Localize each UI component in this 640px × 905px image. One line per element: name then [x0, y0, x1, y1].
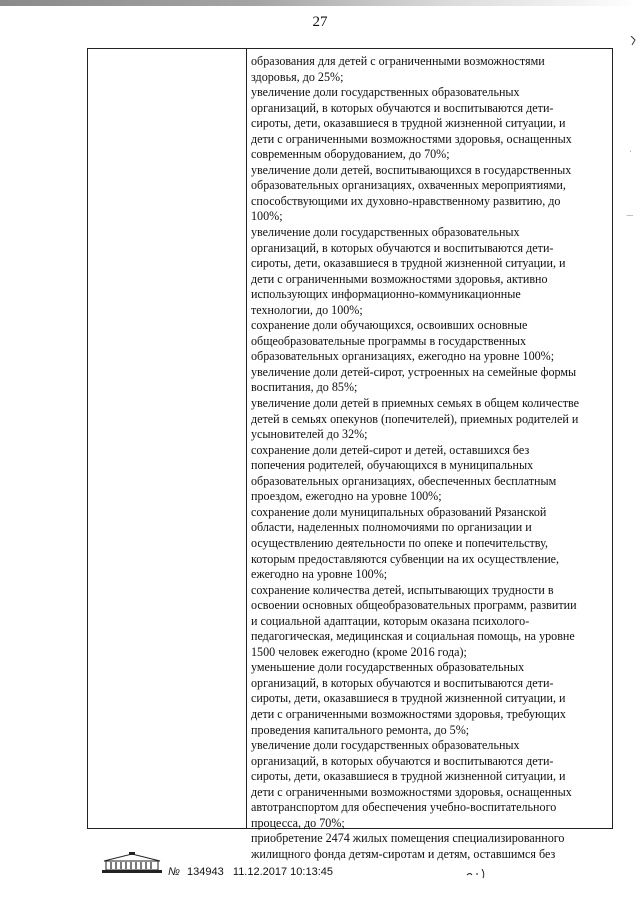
text-line: сохранение доли обучающихся, освоивших основные: [251, 318, 528, 333]
text-line: увеличение доли детей в приемных семьях в общем количестве: [251, 396, 580, 411]
text-line: дети с ограниченными возможностями здоровья, оснащенных: [251, 784, 572, 799]
document-table: [87, 48, 613, 861]
text-line: здоровья, до 25%;: [251, 69, 344, 84]
text-line: образовательных организациях, ежегодно на уровне 100%;: [251, 349, 555, 364]
document-datetime: 11.12.2017 10:13:45: [232, 866, 334, 878]
text-line: использующих информационно-коммуникационные: [251, 287, 521, 302]
document-number: 134943: [186, 866, 224, 878]
text-line: организаций, в которых обучаются и воспитываются дети-: [251, 240, 554, 255]
margin-mark: |: [626, 215, 634, 217]
text-line: сироты, дети, оказавшиеся в трудной жизненной ситуации, и: [251, 116, 566, 131]
text-line: попечения родителей, обучающихся в муниципальных: [251, 458, 534, 473]
text-line: освоении основных общеобразовательных программ, развитии: [251, 598, 577, 613]
text-line: процесса, до 70%;: [251, 815, 345, 830]
table-cell-text: [251, 54, 609, 862]
document-registration: [168, 866, 333, 878]
text-line: увеличение доли государственных образовательных: [251, 225, 520, 240]
text-line: 1500 человек ежегодно (кроме 2016 года);: [251, 644, 467, 659]
text-line: которым предоставляются субвенции на их осуществление,: [251, 551, 560, 566]
text-line: сироты, дети, оказавшиеся в трудной жизненной ситуации, и: [251, 691, 566, 706]
text-line: организаций, в которых обучаются и воспитываются дети-: [251, 753, 554, 768]
text-line: организаций, в которых обучаются и воспитываются дети-: [251, 675, 554, 690]
text-line: сироты, дети, оказавшиеся в трудной жизненной ситуации, и: [251, 769, 566, 784]
text-line: осуществлению деятельности по опеке и попечительству,: [251, 535, 548, 550]
column-divider: [246, 49, 247, 828]
building-emblem-icon: [100, 852, 164, 874]
page-number: 27: [312, 14, 328, 30]
text-line: образовательных организациях, обеспеченных бесплатным: [251, 473, 557, 488]
text-line: приобретение 2474 жилых помещения специализированного: [251, 831, 565, 846]
text-line: проведения капитального ремонта, до 5%;: [251, 722, 470, 737]
text-line: дети с ограниченными возможностями здоровья, оснащенных: [251, 131, 572, 146]
text-line: уменьшение доли государственных образовательных: [251, 660, 525, 675]
text-line: педагогическая, медицинская и социальная помощь, на уровне: [251, 629, 575, 644]
text-line: увеличение доли государственных образовательных: [251, 85, 520, 100]
text-line: увеличение доли детей, воспитывающихся в государственных: [251, 162, 572, 177]
text-line: сохранение доли детей-сирот и детей, оставшихся без: [251, 442, 530, 457]
text-line: организаций, в которых обучаются и воспитываются дети-: [251, 100, 554, 115]
text-line: способствующими их духовно-нравственному развитию, до: [251, 193, 561, 208]
margin-mark: ·: [626, 150, 634, 153]
text-line: дети с ограниченными возможностями здоровья, требующих: [251, 706, 566, 721]
text-line: общеобразовательные программы в государственных: [251, 333, 527, 348]
text-line: и социальной адаптации, которым оказана психолого-: [251, 613, 530, 628]
scan-mark-icon: [630, 36, 636, 46]
text-line: детей в семьях опекунов (попечителей), приемных родителей и: [251, 411, 579, 426]
text-line: жилищного фонда детям-сиротам и детям, оставшимся без: [251, 846, 556, 861]
text-line: 100%;: [251, 209, 283, 224]
text-line: воспитания, до 85%;: [251, 380, 358, 395]
text-line: образовательных организациях, охваченных мероприятиями,: [251, 178, 566, 193]
scan-edge: [0, 0, 640, 6]
text-line: технологии, до 100%;: [251, 302, 363, 317]
signature-mark-icon: [465, 866, 489, 880]
text-line: области, наделенных полномочиями по организации и: [251, 520, 532, 535]
text-line: сохранение количества детей, испытывающих трудности в: [251, 582, 554, 597]
text-line: сохранение доли муниципальных образований Рязанской: [251, 504, 547, 519]
text-line: увеличение доли детей-сирот, устроенных на семейные формы: [251, 364, 577, 379]
number-symbol: №: [168, 866, 180, 878]
text-line: сироты, дети, оказавшиеся в трудной жизненной ситуации, и: [251, 256, 566, 271]
text-line: ежегодно на уровне 100%;: [251, 567, 388, 582]
text-line: современным оборудованием, до 70%;: [251, 147, 450, 162]
text-line: усыновителей до 32%;: [251, 427, 368, 442]
text-line: увеличение доли государственных образовательных: [251, 738, 520, 753]
text-line: автотранспортом для обеспечения учебно-воспитательного: [251, 800, 557, 815]
text-line: проездом, ежегодно на уровне 100%;: [251, 489, 442, 504]
text-line: образования для детей с ограниченными возможностями: [251, 54, 545, 68]
text-line: дети с ограниченными возможностями здоровья, активно: [251, 271, 548, 286]
